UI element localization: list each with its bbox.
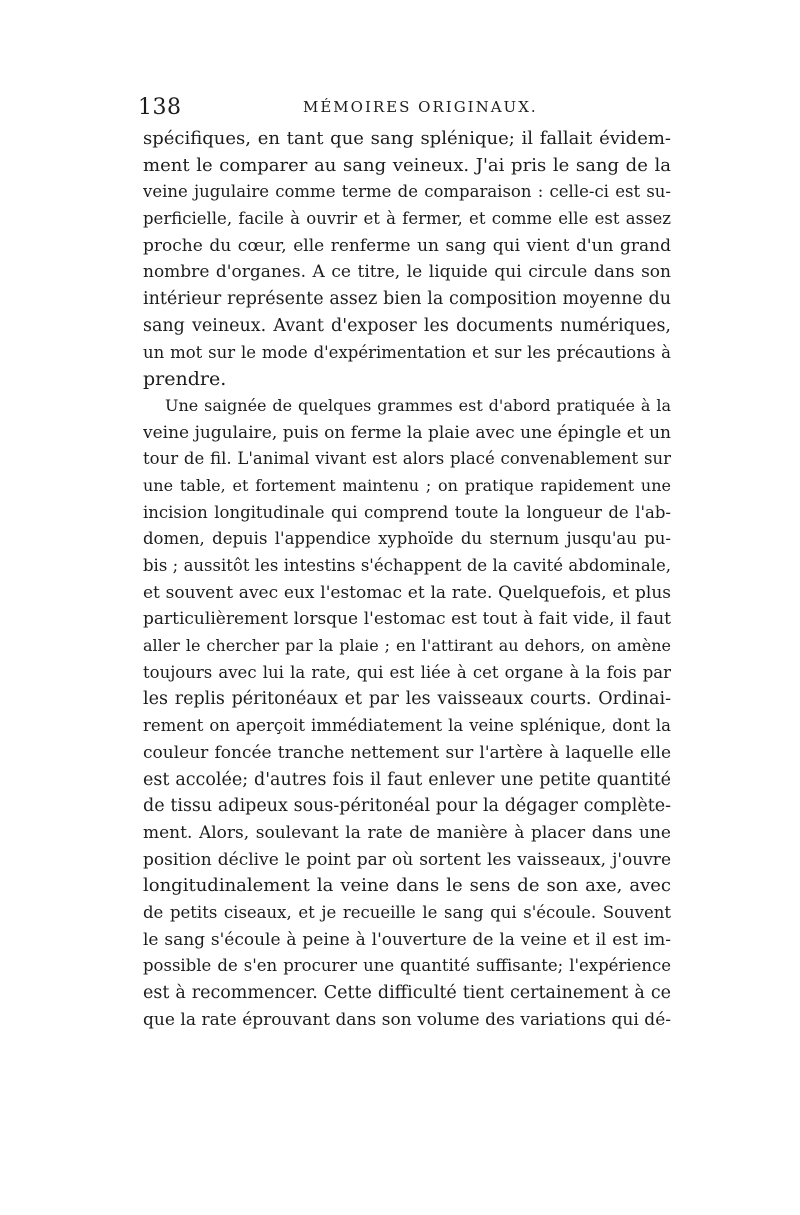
text-line: nombre d'organes. A ce titre, le liquide qui circule dans son xyxy=(143,262,671,283)
text-line: est à recommencer. Cette difficulté tient certainement à ce xyxy=(143,983,671,1003)
text-line: perficielle, facile à ouvrir et à fermer, et comme elle est assez xyxy=(143,209,671,229)
text-line: les replis péritonéaux et par les vaisseaux courts. Ordinai- xyxy=(143,689,671,710)
text-line: spécifiques, en tant que sang splénique; il fallait évidem- xyxy=(143,128,671,149)
text-line: ment. Alors, soulevant la rate de manière à placer dans une xyxy=(143,822,671,843)
text-line: aller le chercher par la plaie ; en l'attirant au dehors, on amène xyxy=(143,636,671,656)
text-line: sang veineux. Avant d'exposer les documents numériques, xyxy=(143,315,671,336)
text-line: proche du cœur, elle renferme un sang qui vient d'un grand xyxy=(143,235,671,256)
text-line: intérieur représente assez bien la composition moyenne du xyxy=(143,289,671,310)
body-text xyxy=(143,126,671,1033)
text-line: une table, et fortement maintenu ; on pratique rapidement une xyxy=(143,475,671,495)
text-line: un mot sur le mode d'expérimentation et sur les précautions à xyxy=(143,342,671,362)
text-line: toujours avec lui la rate, qui est liée à cet organe à la fois par xyxy=(143,662,671,682)
text-line: incision longitudinale qui comprend toute la longueur de l'ab- xyxy=(143,502,671,522)
text-line: domen, depuis l'appendice xyphoïde du sternum jusqu'au pu- xyxy=(143,529,671,549)
text-line: couleur foncée tranche nettement sur l'artère à laquelle elle xyxy=(143,742,671,763)
text-line: de tissu adipeux sous-péritonéal pour la dégager complète- xyxy=(143,796,671,817)
text-line: que la rate éprouvant dans son volume des variations qui dé- xyxy=(143,1009,671,1030)
text-line: prendre. xyxy=(143,368,227,391)
text-line: tour de fil. L'animal vivant est alors placé convenablement sur xyxy=(143,449,671,469)
text-line: est accolée; d'autres fois il faut enlever une petite quantité xyxy=(143,769,671,790)
text-line: et souvent avec eux l'estomac et la rate. Quelquefois, et plus xyxy=(143,582,671,603)
text-line: position déclive le point par où sortent les vaisseaux, j'ouvre xyxy=(143,849,671,870)
text-line: rement on aperçoit immédiatement la veine splénique, dont la xyxy=(143,716,671,736)
text-line: particulièrement lorsque l'estomac est tout à fait vide, il faut xyxy=(143,609,671,630)
text-line: longitudinalement la veine dans le sens de son axe, avec xyxy=(143,875,671,897)
text-line: veine jugulaire comme terme de comparaison : celle-ci est su- xyxy=(143,182,671,202)
paragraph-start-line: Une saignée de quelques grammes est d'abord pratiquée à la xyxy=(165,395,671,415)
text-line: veine jugulaire, puis on ferme la plaie avec une épingle et un xyxy=(143,422,671,443)
running-title: MÉMOIRES ORIGINAUX. xyxy=(303,98,538,116)
page-number: 138 xyxy=(138,95,182,120)
text-line: le sang s'écoule à peine à l'ouverture de la veine et il est im- xyxy=(143,929,671,950)
text-line: possible de s'en procurer une quantité suffisante; l'expérience xyxy=(143,956,671,976)
text-line: bis ; aussitôt les intestins s'échappent de la cavité abdominale, xyxy=(143,556,671,575)
text-line: de petits ciseaux, et je recueille le sang qui s'écoule. Souvent xyxy=(143,902,671,922)
text-line: ment le comparer au sang veineux. J'ai pris le sang de la xyxy=(143,154,671,176)
page-header xyxy=(138,95,678,125)
